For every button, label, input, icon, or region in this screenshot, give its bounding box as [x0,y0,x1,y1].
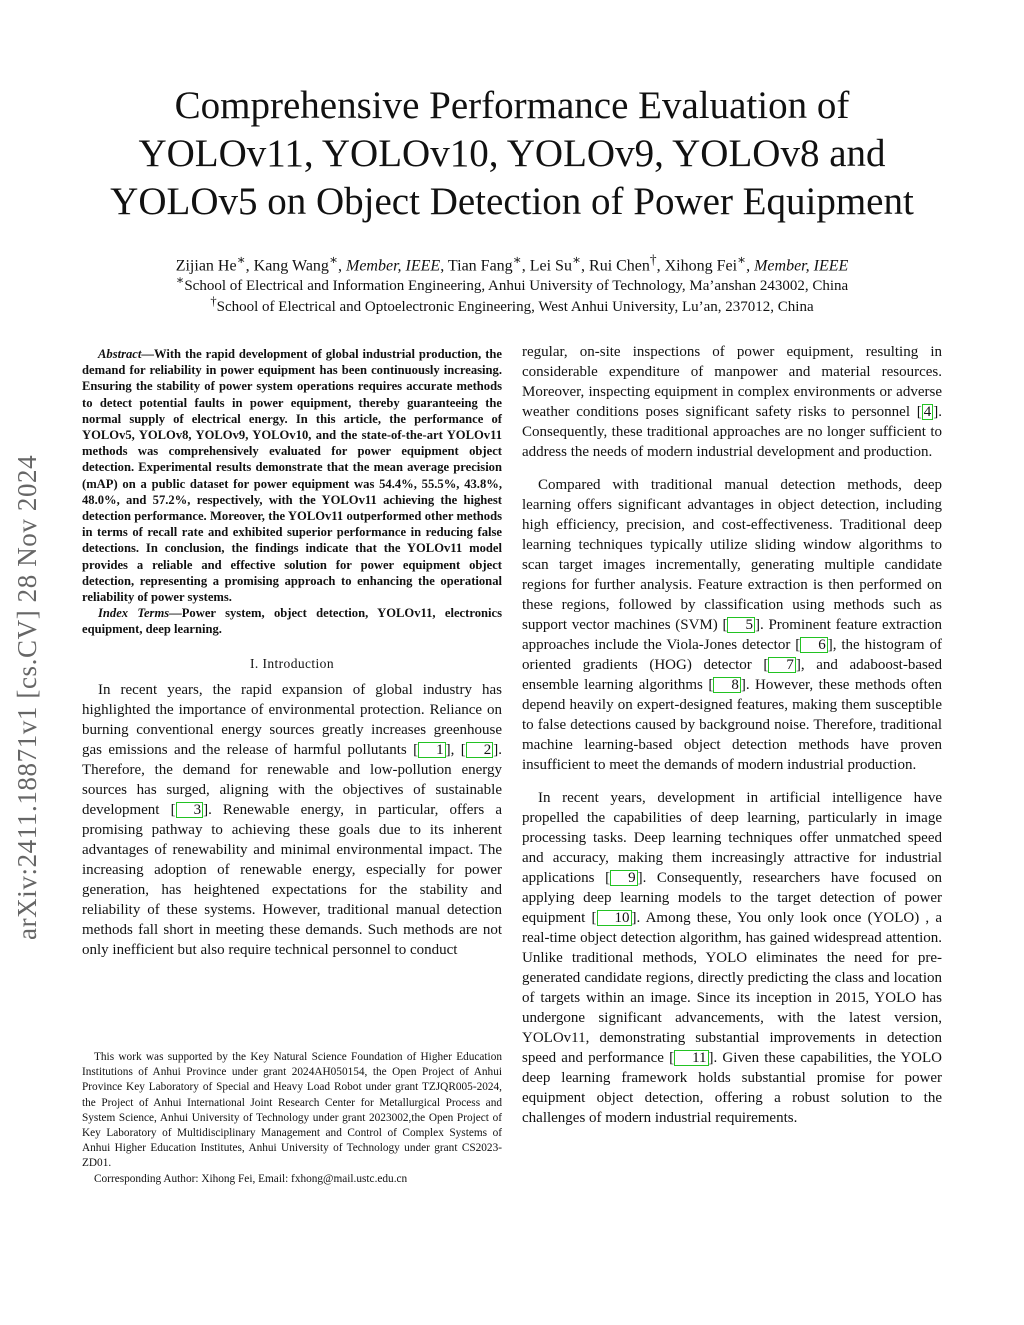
arxiv-identifier: arXiv:2411.18871v1 [cs.CV] 28 Nov 2024 [12,454,42,940]
right-paragraph-1: regular, on-site inspections of power equipment, resulting in considerable expenditure of manpower and material resources. Moreover, inspecting equipment in complex environments or adverse weather conditions poses significant safety risks to personnel [ 4 ]. Consequently, these traditional approaches are no longer sufficient to address the needs of modern industrial development and production. [522,344,942,460]
member-title: Member, IEEE [346,257,441,275]
citation-link[interactable]: 11 [674,1050,708,1066]
affiliation-1: ∗School of Electrical and Information Engineering, Anhui University of Technology, Ma’anshan 243002, China [175,273,849,294]
right-column [522,342,942,1128]
author-list: Zijian He∗, Kang Wang∗, Member, IEEE, Tian Fang∗, Lei Su∗, Rui Chen†, Xihong Fei∗, Member, IEEE [175,252,849,275]
citation-link[interactable]: 2 [466,742,494,758]
right-paragraph-3: In recent years, development in artificial intelligence have propelled the capabilities of deep learning, particularly in image processing tasks. Deep learning techniques offer unmatched speed and accuracy, making them increasingly attractive for industrial applications [ 9 ]. Consequently, researchers have focused on applying deep learning models to the target detection of power equipment [ 10 ]. Among these, You only look once (YOLO) , a real-time object detection algorithm, has gained widespread attention. Unlike traditional methods, YOLO eliminates the need for pre-generated candidate regions, directly predicting the class and location of targets within an image. Since its inception in 2015, YOLO has undergone significant advancements, with the latest version, YOLOv11, demonstrating substantial improvements in detection speed and performance [ 11 ]. Given these capabilities, the YOLO deep learning framework holds substantial promise for power equipment object detection, offering a robust solution to the challenges of modern industrial requirements. [522,790,942,1126]
right-paragraph-2: Compared with traditional manual detection methods, deep learning offers significant advantages in object detection, including high efficiency, precision, and cost-effectiveness. Traditional deep learning techniques typically utilize sliding window algorithms to scan target images incrementally, generating multiple candidate regions for further analysis. Feature extraction is then performed on these regions, followed by classification using methods such as support vector machines (SVM) [ 5 ]. Prominent feature extraction approaches include the Viola-Jones detector [ 6 ], the histogram of oriented gradients (HOG) detector [ 7 ], and adaboost-based ensemble learning algorithms [ 8 ]. However, these methods often depend heavily on expert-designed features, making them susceptible to false detections caused by background noise. Therefore, traditional machine learning-based object detection methods have proven insufficient to meet the demands of modern industrial production. [522,477,942,773]
citation-link[interactable]: 3 [176,802,204,818]
corresponding-author: Corresponding Author: Xihong Fei, Email: fxhong@mail.ustc.edu.cn [94,1172,408,1185]
title-line-1: Comprehensive Performance Evaluation of [174,84,850,127]
citation-link[interactable]: 6 [800,637,828,653]
author-5: Rui Chen [589,257,650,275]
abstract [82,346,502,605]
index-terms [82,605,502,637]
citation-link[interactable]: 7 [768,657,796,673]
citation-link[interactable]: 8 [713,677,741,693]
index-terms-label: Index Terms [98,606,170,621]
funding-note: This work was supported by the Key Natural Science Foundation of Higher Education Institutions of Anhui Province under grant 2024AH050154, the Open Project of Anhui Province Key Laboratory of Special and Heavy Load Robot under grant TZJQR005-2024, the Project of Anhui International Joint Research Center for Metallurgical Process and System Science, Anhui University of Technology under grant 2023002,the Open Project of Key Laboratory of Multidisciplinary Management and Control of Complex Systems of Anhui Higher Education Institutes, Anhui University of Technology under grant CS2023-ZD01. [82,1051,502,1170]
abstract-text: —With the rapid development of global industrial production, the demand for reliability in power equipment has been continuously increasing. Ensuring the stability of power system operations requires accurate methods to detect potential faults in power equipment, thereby guaranteeing the normal supply of electrical energy. In this article, the performance of YOLOv5, YOLOv8, YOLOv9, YOLOv10, and the state-of-the-art YOLOv11 methods was comprehensively evaluated for power equipment object detection. Experimental results demonstrate that the mean average precision (mAP) on a public dataset for power equipment was 54.4%, 55.5%, 43.8%, 48.0%, and 57.2%, respectively, with the YOLOv11 achieving the highest detection performance. Moreover, the YOLOv11 outperformed other methods in terms of recall rate and exhibited superior performance in reducing false detections. In conclusion, the findings indicate that the YOLOv11 model provides a reliable and effective solution for power equipment object detection, representing a promising approach to enhancing the operational reliability of power systems. [82,347,502,605]
abstract-label: Abstract [98,347,142,361]
section-heading-introduction: I. Introduction [250,655,334,671]
title-line-2: YOLOv11, YOLOv10, YOLOv9, YOLOv8 and [138,132,886,175]
footnote [82,1050,502,1187]
title-line-3: YOLOv5 on Object Detection of Power Equipment [110,180,914,223]
paper-title [70,82,954,226]
citation-link[interactable]: 5 [727,617,755,633]
citation-link[interactable]: 1 [418,742,446,758]
left-column [82,346,502,960]
index-terms-text: —Power system, object detection, YOLOv11, electronics equipment, deep learning. [82,606,502,637]
intro-paragraph-1: In recent years, the rapid expansion of global industry has highlighted the importance of environmental protection. Reliance on burning conventional energy sources greatly increases greenhouse gas emissions and the release of harmful pollutants [ 1 ], [ 2 ]. Therefore, the demand for renewable and low-pollution energy sources has surged, aligning with the objectives of sustainable development [ 3 ]. Renewable energy, in particular, offers a promising pathway to achieving these goals due to its inherent advantages of renewability and minimal environmental impact. The increasing adoption of renewable energy, especially for power generation, has heightened expectations for the stability and reliability of these systems. However, traditional manual detection methods fall short in meeting these demands. Such methods are not only inefficient but also require technical personnel to conduct [82,681,502,958]
citation-link[interactable]: 10 [597,910,632,926]
author-6: Xihong Fei [664,257,738,275]
author-1: Zijian He [175,257,237,275]
citation-link[interactable]: 4 [923,404,932,420]
citation-link[interactable]: 9 [610,870,638,886]
member-title: Member, IEEE [754,257,849,275]
author-2: Kang Wang [253,257,329,275]
author-3: Tian Fang [447,257,513,275]
affiliation-2: †School of Electrical and Optoelectronic Engineering, West Anhui University, Lu’an, 237012, China [210,294,814,315]
author-4: Lei Su [529,257,572,275]
